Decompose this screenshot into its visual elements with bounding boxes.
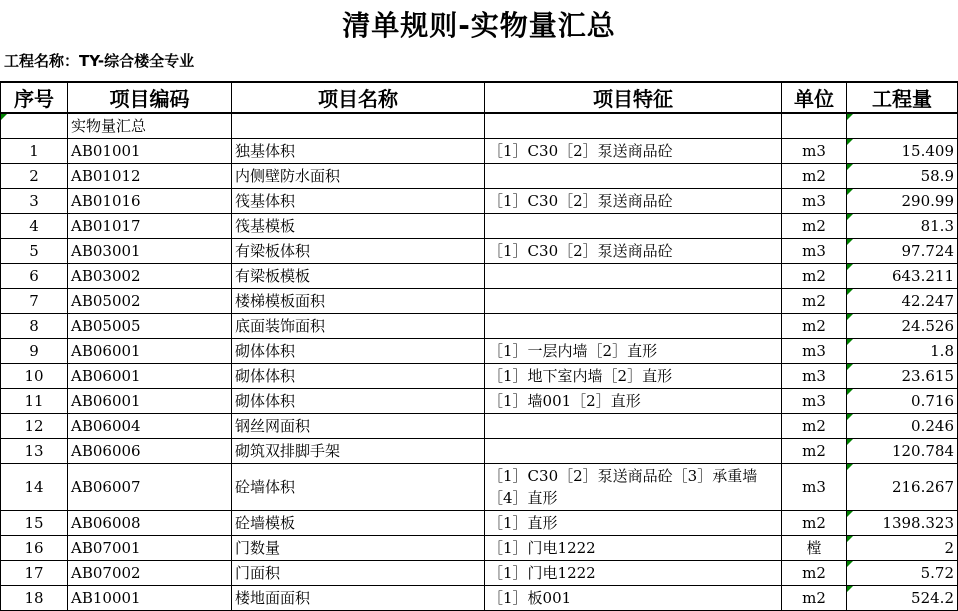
- table-row: [1, 414, 958, 439]
- row-feature-cell: [485, 439, 782, 464]
- table-row: [1, 511, 958, 536]
- row-qty-cell: 643.211: [847, 264, 958, 289]
- row-code-cell: AB01001: [68, 139, 232, 164]
- row-qty-cell: 0.246: [847, 414, 958, 439]
- row-unit-cell: m2: [782, 414, 847, 439]
- table-row: [1, 536, 958, 561]
- row-code-cell: AB06001: [68, 389, 232, 414]
- row-name-cell: 门数量: [232, 536, 485, 561]
- row-qty-cell: 290.99: [847, 189, 958, 214]
- row-unit-cell: m2: [782, 439, 847, 464]
- row-qty-cell: 1398.323: [847, 511, 958, 536]
- row-no-cell: 18: [1, 586, 68, 611]
- col-header-qty: 工程量: [847, 82, 958, 113]
- table-row: [1, 139, 958, 164]
- table-row: [1, 239, 958, 264]
- row-code-cell: AB06004: [68, 414, 232, 439]
- row-name-cell: 砌体体积: [232, 339, 485, 364]
- row-code-cell: AB05002: [68, 289, 232, 314]
- row-name-cell: 有梁板体积: [232, 239, 485, 264]
- row-unit-cell: m3: [782, 189, 847, 214]
- row-unit-cell: m2: [782, 586, 847, 611]
- table-row: [1, 339, 958, 364]
- row-name-cell: 砌筑双排脚手架: [232, 439, 485, 464]
- row-unit-cell: m3: [782, 389, 847, 414]
- row-name-cell: 楼地面面积: [232, 586, 485, 611]
- row-unit-cell: 樘: [782, 536, 847, 561]
- row-unit-cell: m2: [782, 511, 847, 536]
- section-no-cell: [1, 113, 68, 139]
- row-code-cell: AB06008: [68, 511, 232, 536]
- row-qty-cell: 120.784: [847, 439, 958, 464]
- row-no-cell: 9: [1, 339, 68, 364]
- section-empty-cell: [485, 113, 782, 139]
- row-code-cell: AB01017: [68, 214, 232, 239]
- table-row: [1, 364, 958, 389]
- row-code-cell: AB05005: [68, 314, 232, 339]
- row-no-cell: 15: [1, 511, 68, 536]
- table-row: [1, 164, 958, 189]
- row-unit-cell: m2: [782, 214, 847, 239]
- row-name-cell: 门面积: [232, 561, 485, 586]
- row-qty-cell: 5.72: [847, 561, 958, 586]
- row-unit-cell: m3: [782, 139, 847, 164]
- row-code-cell: AB07001: [68, 536, 232, 561]
- row-code-cell: AB06001: [68, 364, 232, 389]
- col-header-name: 项目名称: [232, 82, 485, 113]
- col-header-feature: 项目特征: [485, 82, 782, 113]
- row-no-cell: 6: [1, 264, 68, 289]
- row-feature-cell: ［1］直形: [485, 511, 782, 536]
- row-no-cell: 14: [1, 464, 68, 511]
- row-code-cell: AB06007: [68, 464, 232, 511]
- row-code-cell: AB07002: [68, 561, 232, 586]
- row-feature-cell: ［1］C30［2］泵送商品砼: [485, 239, 782, 264]
- row-unit-cell: m2: [782, 314, 847, 339]
- table-row: [1, 214, 958, 239]
- row-feature-cell: ［1］C30［2］泵送商品砼: [485, 139, 782, 164]
- col-header-code: 项目编码: [68, 82, 232, 113]
- row-no-cell: 3: [1, 189, 68, 214]
- row-name-cell: 钢丝网面积: [232, 414, 485, 439]
- row-code-cell: AB03001: [68, 239, 232, 264]
- row-feature-cell: ［1］一层内墙［2］直形: [485, 339, 782, 364]
- row-qty-cell: 97.724: [847, 239, 958, 264]
- row-qty-cell: 15.409: [847, 139, 958, 164]
- row-feature-cell: ［1］门电1222: [485, 561, 782, 586]
- row-no-cell: 4: [1, 214, 68, 239]
- row-feature-cell: [485, 214, 782, 239]
- row-code-cell: AB06001: [68, 339, 232, 364]
- section-row: [1, 113, 958, 139]
- row-feature-cell: ［1］C30［2］泵送商品砼［3］承重墙［4］直形: [485, 464, 782, 511]
- row-name-cell: 砌体体积: [232, 364, 485, 389]
- row-no-cell: 17: [1, 561, 68, 586]
- row-unit-cell: m3: [782, 464, 847, 511]
- row-name-cell: 砼墙体积: [232, 464, 485, 511]
- row-no-cell: 10: [1, 364, 68, 389]
- row-name-cell: 底面装饰面积: [232, 314, 485, 339]
- row-no-cell: 11: [1, 389, 68, 414]
- row-code-cell: AB06006: [68, 439, 232, 464]
- row-no-cell: 16: [1, 536, 68, 561]
- row-name-cell: 有梁板模板: [232, 264, 485, 289]
- section-empty-cell: [847, 113, 958, 139]
- table-row: [1, 464, 958, 511]
- table-header-row: [1, 82, 958, 113]
- row-qty-cell: 24.526: [847, 314, 958, 339]
- row-feature-cell: ［1］门电1222: [485, 536, 782, 561]
- section-label: 实物量汇总: [68, 113, 232, 139]
- row-no-cell: 2: [1, 164, 68, 189]
- row-feature-cell: ［1］墙001［2］直形: [485, 389, 782, 414]
- row-code-cell: AB01012: [68, 164, 232, 189]
- row-qty-cell: 23.615: [847, 364, 958, 389]
- row-qty-cell: 1.8: [847, 339, 958, 364]
- table-row: [1, 439, 958, 464]
- row-feature-cell: ［1］地下室内墙［2］直形: [485, 364, 782, 389]
- project-name: 工程名称：TY-综合楼全专业: [4, 52, 195, 70]
- row-code-cell: AB01016: [68, 189, 232, 214]
- table-row: [1, 289, 958, 314]
- table-row: [1, 561, 958, 586]
- row-qty-cell: 0.716: [847, 389, 958, 414]
- row-unit-cell: m2: [782, 561, 847, 586]
- table-row: [1, 189, 958, 214]
- row-no-cell: 7: [1, 289, 68, 314]
- quantity-table: [0, 81, 958, 611]
- col-header-no: 序号: [1, 82, 68, 113]
- row-feature-cell: ［1］板001: [485, 586, 782, 611]
- row-no-cell: 5: [1, 239, 68, 264]
- row-name-cell: 砌体体积: [232, 389, 485, 414]
- row-feature-cell: [485, 264, 782, 289]
- section-empty-cell: [782, 113, 847, 139]
- row-name-cell: 楼梯模板面积: [232, 289, 485, 314]
- row-unit-cell: m3: [782, 364, 847, 389]
- row-unit-cell: m3: [782, 239, 847, 264]
- row-feature-cell: ［1］C30［2］泵送商品砼: [485, 189, 782, 214]
- row-name-cell: 独基体积: [232, 139, 485, 164]
- section-empty-cell: [232, 113, 485, 139]
- row-unit-cell: m3: [782, 339, 847, 364]
- row-qty-cell: 2: [847, 536, 958, 561]
- row-no-cell: 8: [1, 314, 68, 339]
- page-title: 清单规则-实物量汇总: [342, 9, 616, 42]
- row-name-cell: 砼墙模板: [232, 511, 485, 536]
- row-qty-cell: 81.3: [847, 214, 958, 239]
- row-code-cell: AB10001: [68, 586, 232, 611]
- row-qty-cell: 58.9: [847, 164, 958, 189]
- row-qty-cell: 524.2: [847, 586, 958, 611]
- col-header-unit: 单位: [782, 82, 847, 113]
- row-feature-cell: [485, 414, 782, 439]
- row-code-cell: AB03002: [68, 264, 232, 289]
- table-row: [1, 389, 958, 414]
- row-qty-cell: 42.247: [847, 289, 958, 314]
- row-feature-cell: [485, 164, 782, 189]
- row-no-cell: 12: [1, 414, 68, 439]
- row-qty-cell: 216.267: [847, 464, 958, 511]
- row-name-cell: 筏基模板: [232, 214, 485, 239]
- row-no-cell: 13: [1, 439, 68, 464]
- row-no-cell: 1: [1, 139, 68, 164]
- row-name-cell: 筏基体积: [232, 189, 485, 214]
- row-feature-cell: [485, 314, 782, 339]
- table-row: [1, 314, 958, 339]
- row-unit-cell: m2: [782, 264, 847, 289]
- row-unit-cell: m2: [782, 164, 847, 189]
- row-unit-cell: m2: [782, 289, 847, 314]
- table-row: [1, 264, 958, 289]
- row-name-cell: 内侧壁防水面积: [232, 164, 485, 189]
- row-feature-cell: [485, 289, 782, 314]
